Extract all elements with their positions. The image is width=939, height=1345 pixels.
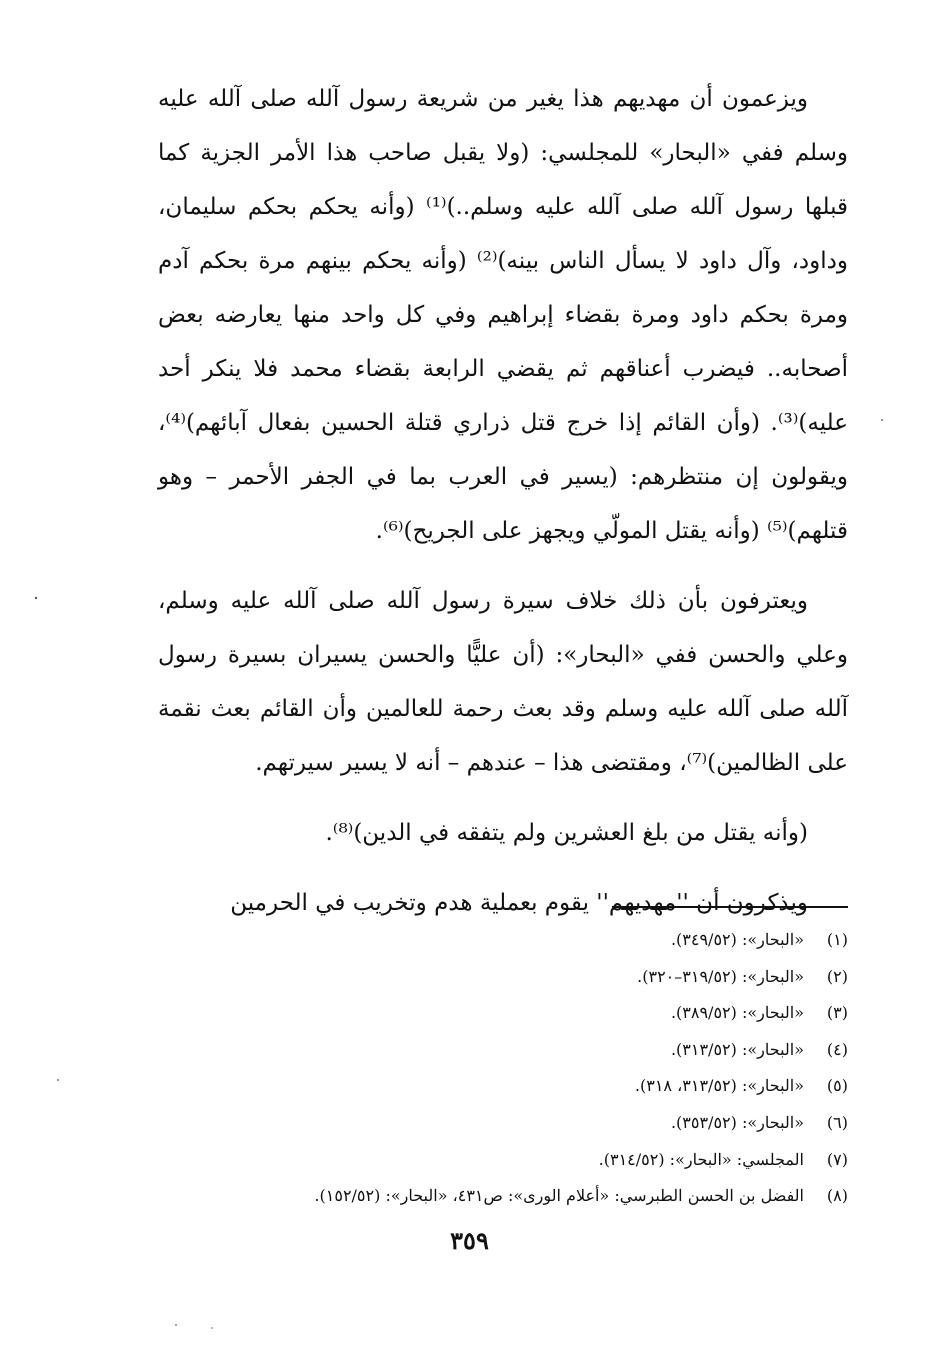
footnotes-list bbox=[158, 922, 848, 1215]
footnote-number: (٢) bbox=[826, 966, 848, 986]
footnote-text: الفضل بن الحسن الطبرسي: «أعلام الورى»: ص٤٣١، «البحار»: (١٥٢/٥٢). bbox=[314, 1186, 804, 1206]
footnote-text: «البحار»: (٣٨٩/٥٢). bbox=[670, 1003, 804, 1023]
footnote-number: (٥) bbox=[826, 1076, 848, 1096]
page-number: ٣٥٩ bbox=[450, 1226, 489, 1255]
paragraph-1: ويزعمون أن مهديهم هذا يغير من شريعة رسول آلله صلى آلله عليه وسلم ففي «البحار» للمجلسي: (ولا يقبل صاحب هذا الأمر الجزية كما قبلها رسول آلله صلى آلله عليه وسلم..)⁽¹⁾ (وأنه يحكم بحكم سليمان، وداود، وآل داود لا يسأل الناس بينه)⁽²⁾ (وأنه يحكم بينهم مرة بحكم آدم ومرة بحكم داود ومرة بقضاء إبراهيم وفي كل واحد منها يعارضه بعض أصحابه.. فيضرب أعناقهم ثم يقضي الرابعة بقضاء محمد فلا ينكر أحد عليه)⁽³⁾. (وأن القائم إذا خرج قتل ذراري قتلة الحسين بفعال آبائهم)⁽⁴⁾، ويقولون إن منتظرهم: (يسير في العرب بما في الجفر الأحمر – وهو قتلهم)⁽⁵⁾ (وأنه يقتل المولّي ويجهز على الجريح)⁽⁶⁾. bbox=[158, 86, 849, 544]
footnote-text: «البحار»: (٣٤٩/٥٢). bbox=[670, 930, 804, 949]
footnote-text: «البحار»: (٣١٩/٥٢–٣٢٠). bbox=[637, 966, 804, 986]
footnote-number: (٨) bbox=[826, 1186, 848, 1206]
paragraph-4: ويذكرون أن ''مهديهم'' يقوم بعملية هدم وتخريب في الحرمين bbox=[230, 890, 808, 916]
paragraph-2: ويعترفون بأن ذلك خلاف سيرة رسول آلله صلى آلله عليه وسلم، وعلي والحسن ففي «البحار»: (أن عليًّا والحسن يسيران بسيرة رسول آلله صلى آلله عليه وسلم وقد بعث رحمة للعالمين وأن القائم بعث نقمة على الظالمين)⁽⁷⁾، ومقتضى هذا – عندهم – أنه لا يسير سيرتهم. bbox=[158, 588, 848, 776]
main-text bbox=[158, 72, 848, 930]
footnote-number: (٦) bbox=[826, 1112, 848, 1132]
footnote-item bbox=[158, 1105, 848, 1142]
footnote-text: المجلسي: «البحار»: (٣١٤/٥٢). bbox=[598, 1149, 804, 1169]
footnote-text: «البحار»: (٣١٣/٥٢). bbox=[670, 1039, 804, 1059]
footnote-item bbox=[158, 1142, 848, 1179]
footnote-item bbox=[158, 1068, 848, 1105]
footnote-text: «البحار»: (٣١٣/٥٢، ٣١٨). bbox=[634, 1076, 804, 1096]
footnote-item bbox=[158, 1178, 848, 1215]
footnote-item bbox=[158, 1032, 848, 1069]
footnote-number: (١) bbox=[826, 930, 848, 949]
footnote-text: «البحار»: (٣٥٣/٥٢). bbox=[670, 1112, 804, 1132]
footnote-separator bbox=[612, 906, 848, 908]
footnote-number: (٧) bbox=[826, 1149, 848, 1169]
footnote-item bbox=[158, 959, 848, 996]
footnote-number: (٤) bbox=[826, 1039, 848, 1059]
paragraph-3: (وأنه يقتل من بلغ العشرين ولم يتفقه في الدين)⁽⁸⁾. bbox=[325, 820, 808, 846]
footnote-item bbox=[158, 922, 848, 959]
footnote-number: (٣) bbox=[826, 1003, 848, 1023]
footnote-item bbox=[158, 995, 848, 1032]
